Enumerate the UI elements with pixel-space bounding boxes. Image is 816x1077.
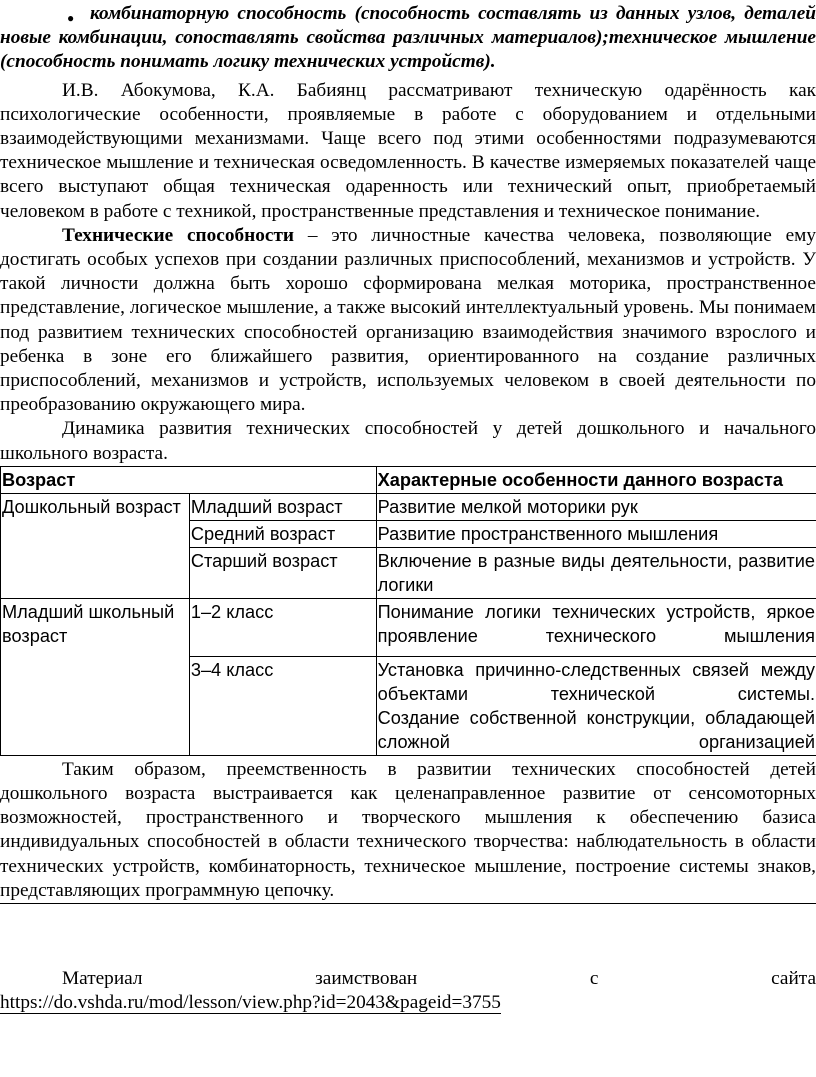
feature-cell: Развитие мелкой моторики рук xyxy=(376,493,816,520)
group-preschool: Дошкольный возраст xyxy=(1,493,190,598)
header-features: Характерные особенности данного возраста xyxy=(376,466,816,493)
table-caption: Динамика развития технических способностей у детей дошкольного и начального школьного возраста. xyxy=(0,418,816,464)
paragraph-summary: Таким образом, преемственность в развитии технических способностей детей дошкольного возраста выстраивается как целенаправленное развитие от сенсомоторных возможностей, пространственного и творческого мышления к обеспечению базиса индивидуальных способностей в области технического творчества: наблюдательность в области технических устройств, комбинаторность, техническое мышление, построение системы знаков, представляющих программную цепочку. xyxy=(0,758,816,901)
subgroup-cell: Средний возраст xyxy=(189,520,376,547)
feature-cell xyxy=(376,547,816,598)
bullet-paragraph xyxy=(0,2,816,75)
paragraph-abokumova: И.В. Абокумова, К.А. Бабиянц рассматривают техническую одарённость как психологические особенности, проявляемые в работе с оборудованием и отдельными взаимодействующими механизмами. Чаще всего под этими особенностями подразумеваются техническое мышление и техническая осведомленность. В качестве измеряемых показателей чаще всего выступают общая техническая одаренность или технический опыт, приобретаемый человеком в работе с техникой, пространственные представления и техническое понимание. xyxy=(0,79,816,222)
term-technical-abilities: Технические способности xyxy=(62,224,295,246)
feature-text-2: Создание собственной конструкции, обладающей сложной организацией xyxy=(377,707,815,752)
header-age: Возраст xyxy=(1,466,377,493)
bullet-text: комбинаторную способность (способность составлять из данных узлов, деталей новые комбинации, сопоставлять свойства различных материалов);техническое мышление (способность понимать логику технических устройств). xyxy=(0,3,816,73)
definition-text: – это личностные качества человека, позволяющие ему достигать особых успехов при создании различных приспособлений, механизмов и устройств. У такой личности должна быть хорошо сформирована мелкая моторика, пространственное представление, логическое мышление, а также высокий интеллектуальный уровень. Мы понимаем под развитием технических способностей организацию взаимодействия значимого взрослого и ребенка в зоне его ближайшего развития, ориентированного на создание различных приспособлений, механизмов и устройств, используемых человеком в своей деятельности по преобразованию окружающего мира. xyxy=(0,224,816,416)
feature-cell xyxy=(376,598,816,656)
subgroup-cell: Младший возраст xyxy=(189,493,376,520)
group-primary-school: Младший школьный возраст xyxy=(1,598,190,755)
bullet-dot-icon: ● xyxy=(67,11,75,25)
dynamics-table xyxy=(0,466,816,756)
feature-cell: Развитие пространственного мышления xyxy=(376,520,816,547)
subgroup-cell: Старший возраст xyxy=(189,547,376,598)
feature-text: Установка причинно-следственных связей между объектами технической системы. xyxy=(377,659,815,704)
table-header-row xyxy=(1,466,816,493)
feature-cell xyxy=(376,656,816,755)
table-row xyxy=(1,493,816,520)
subgroup-cell: 1–2 класс xyxy=(189,598,376,656)
source-link[interactable]: https://do.vshda.ru/mod/lesson/view.php?id=2043&pageid=3755 xyxy=(0,992,501,1014)
subgroup-cell: 3–4 класс xyxy=(189,656,376,755)
summary-block xyxy=(0,758,816,904)
source-prefix: Материал заимствован с сайта xyxy=(62,968,816,990)
feature-text: Понимание логики технических устройств, яркое проявление технического мышления xyxy=(377,601,815,646)
paragraph-technical-abilities xyxy=(0,224,816,418)
source-link-line xyxy=(0,991,816,1015)
feature-text: Включение в разные виды деятельности, развитие логики xyxy=(377,550,815,595)
table-row xyxy=(1,598,816,656)
